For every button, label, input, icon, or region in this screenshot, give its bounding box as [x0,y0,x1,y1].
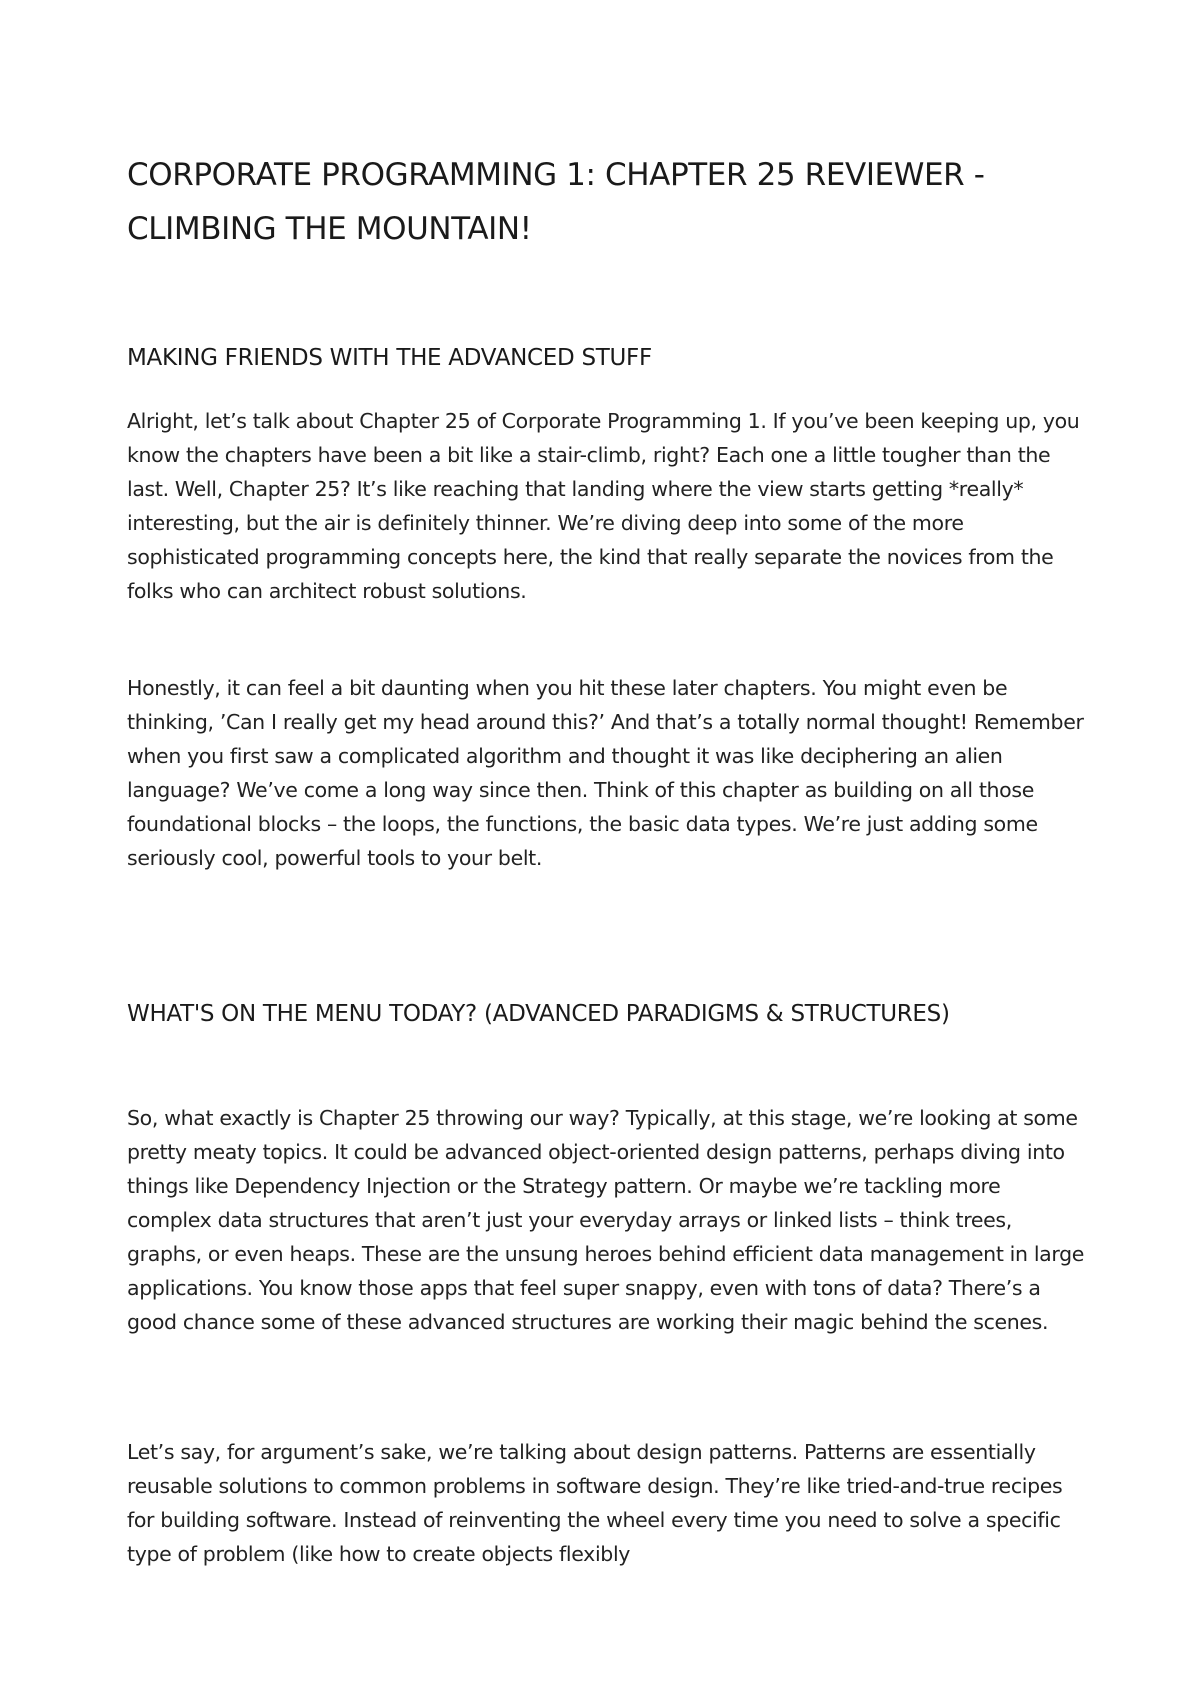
section-heading-advanced-stuff: MAKING FRIENDS WITH THE ADVANCED STUFF [127,345,652,371]
paragraph: Let’s say, for argument’s sake, we’re talking about design patterns. Patterns are essentially reusable solutions to common problems in software design. They’re like tried-and-true recipes for building software. Instead of reinventing the wheel every time you need to solve a specific type of problem (like how to create objects flexibly [127,1440,1063,1566]
paragraph: So, what exactly is Chapter 25 throwing our way? Typically, at this stage, we’re looking at some pretty meaty topics. It could be advanced object-oriented design patterns, perhaps diving into things like Dependency Injection or the Strategy pattern. Or maybe we’re tackling more complex data structures that aren’t just your everyday arrays or linked lists – think trees, graphs, or even heaps. These are the unsung heroes behind efficient data management in large applications. You know those apps that feel super snappy, even with tons of data? There’s a good chance some of these advanced structures are working their magic behind the scenes. [127,1106,1085,1334]
paragraph: Honestly, it can feel a bit daunting when you hit these later chapters. You might even be thinking, ’Can I really get my head around this?’ And that’s a totally normal thought! Remember when you first saw a complicated algorithm and thought it was like deciphering an alien language? We’ve come a long way since then. Think of this chapter as building on all those foundational blocks – the loops, the functions, the basic data types. We’re just adding some seriously cool, powerful tools to your belt. [127,676,1084,870]
paragraph: Alright, let’s talk about Chapter 25 of Corporate Programming 1. If you’ve been keeping up, you know the chapters have been a bit like a stair-climb, right? Each one a little tougher than the last. Well, Chapter 25? It’s like reaching that landing where the view starts getting *really* interesting, but the air is definitely thinner. We’re diving deep into some of the more sophisticated programming concepts here, the kind that really separate the novices from the folks who can architect robust solutions. [127,409,1080,603]
document-title: CORPORATE PROGRAMMING 1: CHAPTER 25 REVIEWER - CLIMBING THE MOUNTAIN! [127,157,985,247]
section-heading-menu-today: WHAT'S ON THE MENU TODAY? (ADVANCED PARADIGMS & STRUCTURES) [127,1001,950,1027]
